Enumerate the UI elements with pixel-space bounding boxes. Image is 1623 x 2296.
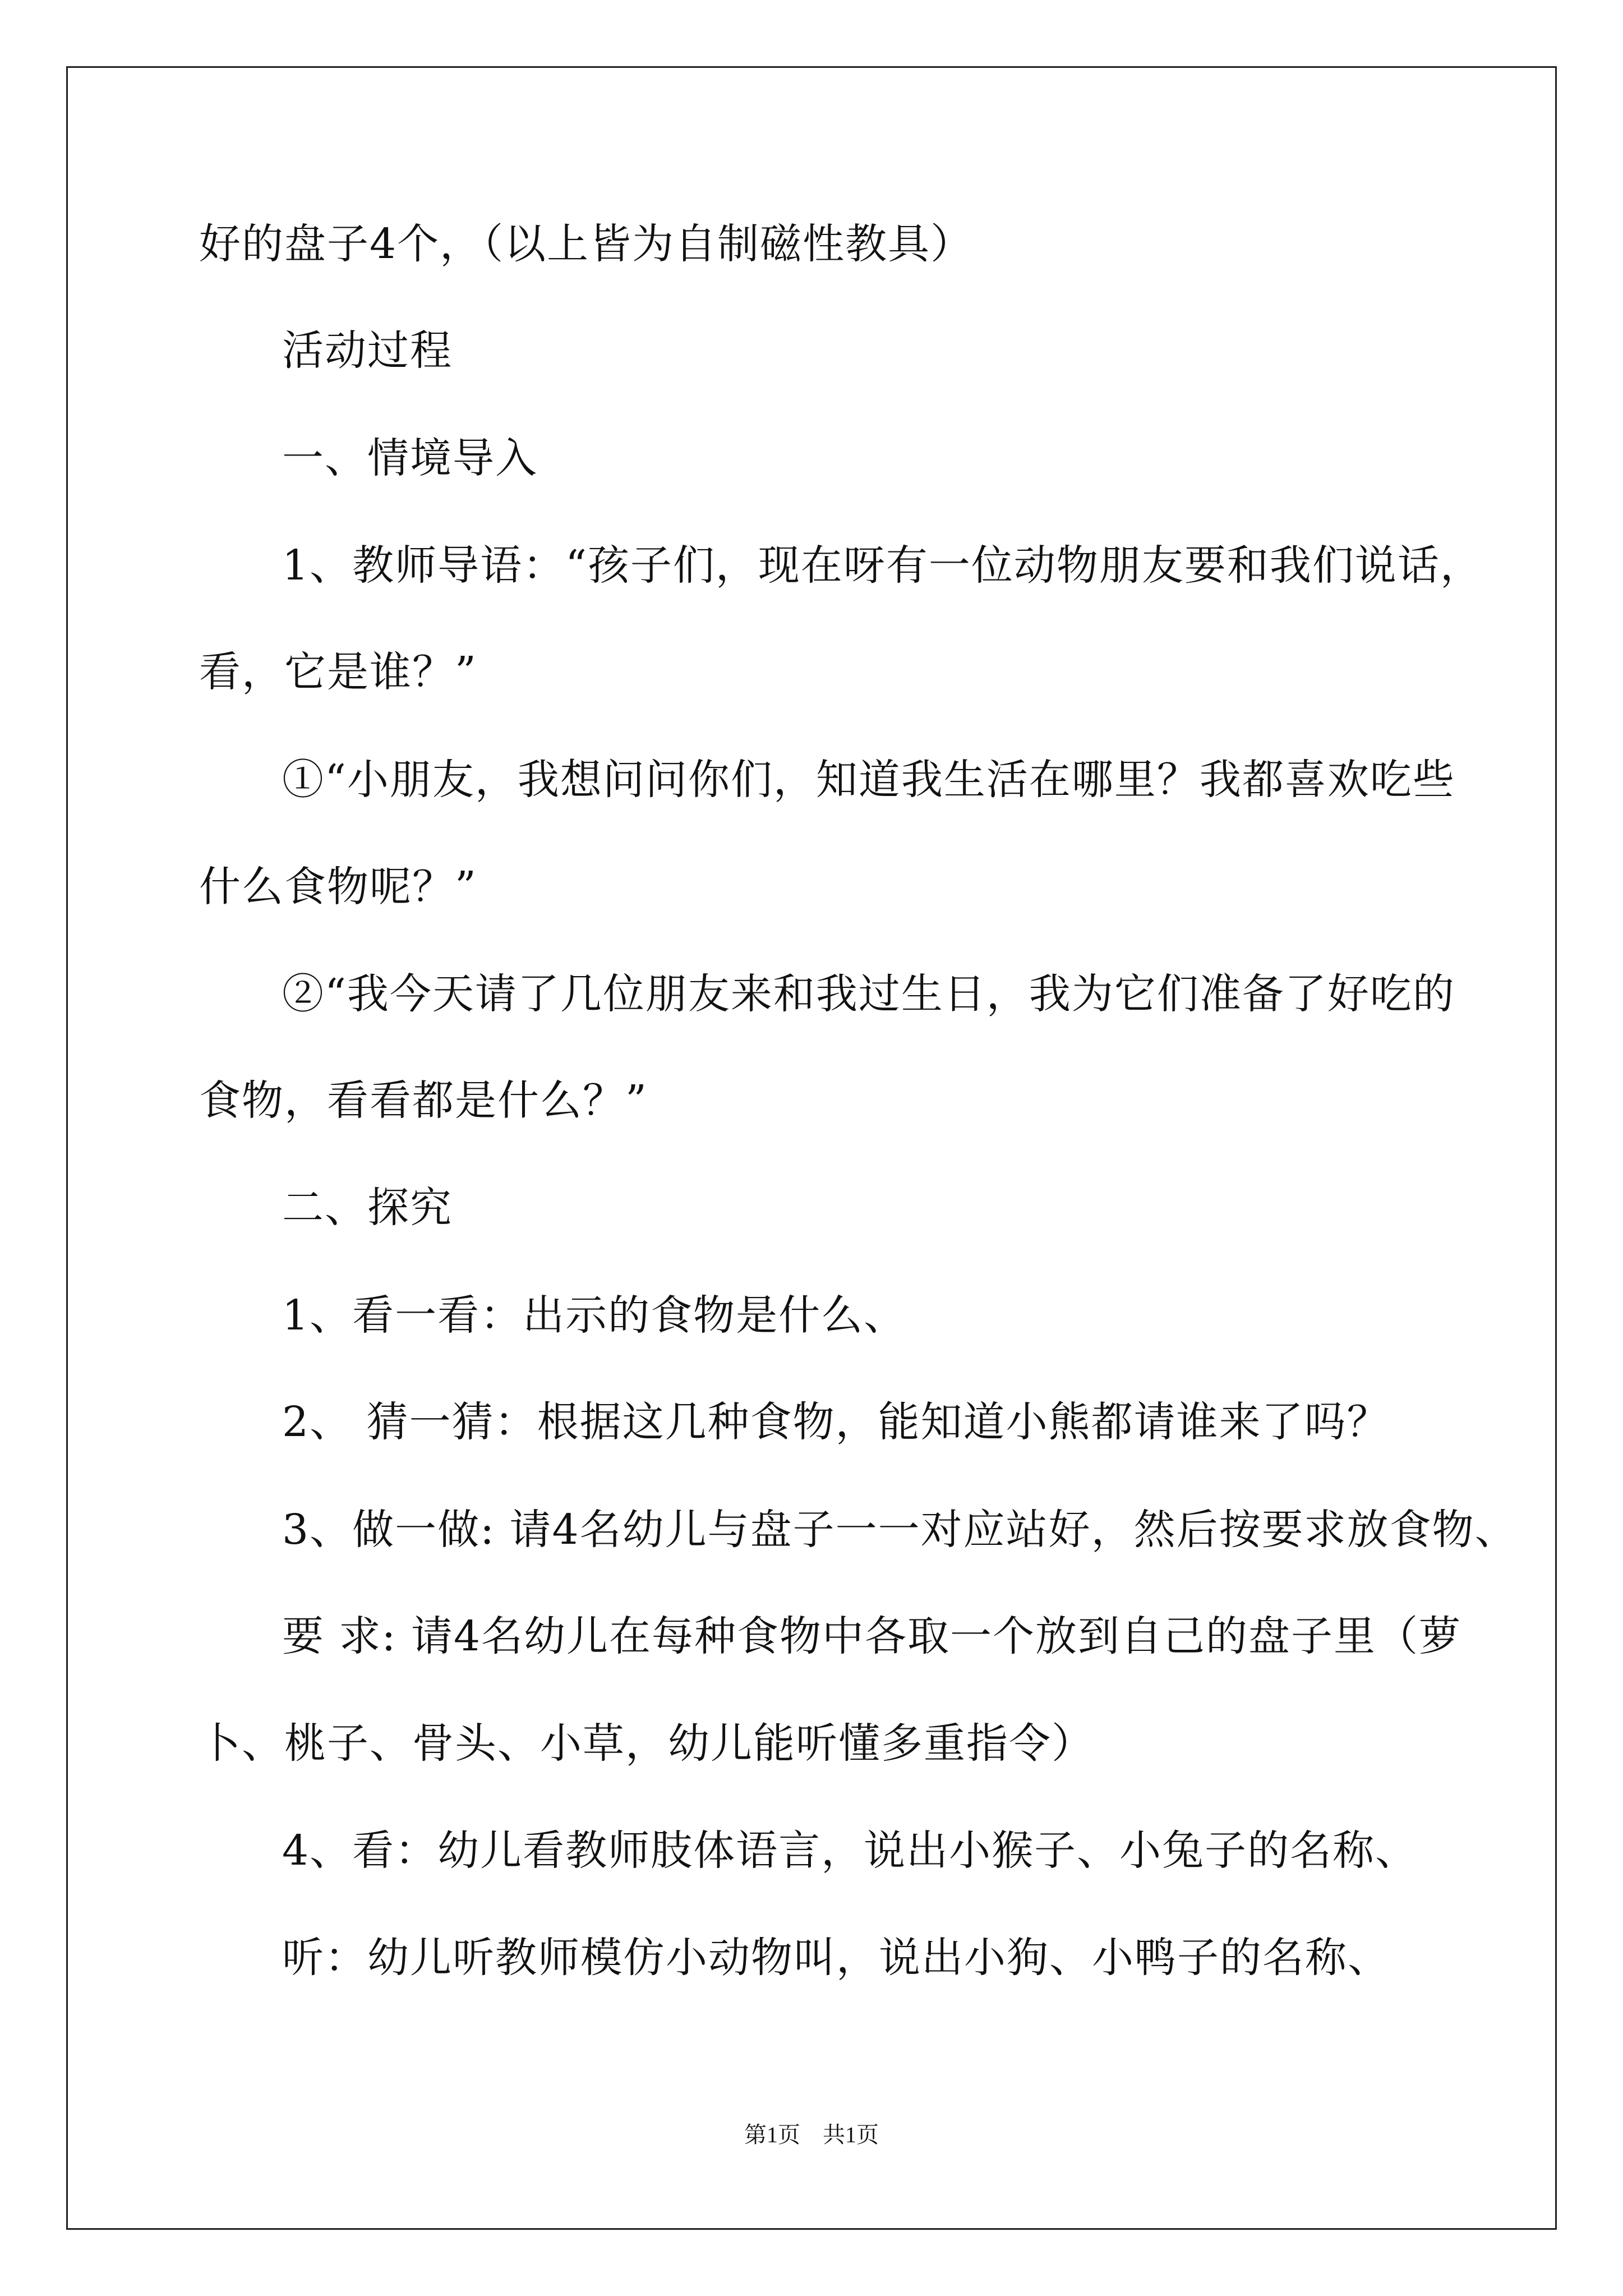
section-heading: 活动过程 xyxy=(282,326,453,375)
text-line: 1、教师导语：“孩子们，现在呀有一位动物朋友要和我们说话， xyxy=(282,541,1483,590)
text-line: 3、做一做: 请4名幼儿与盘子一一对应站好，然后按要求放食物、 xyxy=(282,1506,1518,1554)
text-line: 什么食物呢？” xyxy=(199,863,477,911)
page-number-current: 第1页 xyxy=(744,2122,800,2147)
text-line: 1、看一看：出示的食物是什么、 xyxy=(282,1291,907,1340)
text-line: ①“小朋友，我想问问你们，知道我生活在哪里？我都喜欢吃些 xyxy=(282,756,1455,804)
page-border xyxy=(66,66,1557,2230)
section-heading: 一、情境导入 xyxy=(282,434,538,482)
text-line: 2、 猜一猜：根据这几种食物，能知道小熊都请谁来了吗？ xyxy=(282,1398,1390,1446)
text-line: 食物，看看都是什么？” xyxy=(199,1076,648,1125)
text-line: 要 求: 请4名幼儿在每种食物中各取一个放到自己的盘子里（萝 xyxy=(282,1612,1462,1660)
text-line: 4、看：幼儿看教师肢体语言，说出小猴子、小兔子的名称、 xyxy=(282,1826,1418,1875)
section-heading: 二、探究 xyxy=(282,1184,453,1232)
text-line: ②“我今天请了几位朋友来和我过生日，我为它们准备了好吃的 xyxy=(282,970,1455,1018)
text-line: 好的盘子4个，（以上皆为自制磁性教具） xyxy=(199,220,974,268)
text-line: 看，它是谁？” xyxy=(199,648,477,696)
page-number-total: 共1页 xyxy=(823,2122,879,2147)
text-line: 卜、桃子、骨头、小草，幼儿能听懂多重指令） xyxy=(199,1719,1094,1768)
text-line: 听：幼儿听教师模仿小动物叫，说出小狗、小鸭子的名称、 xyxy=(282,1934,1390,1982)
page-footer xyxy=(0,2121,1623,2149)
